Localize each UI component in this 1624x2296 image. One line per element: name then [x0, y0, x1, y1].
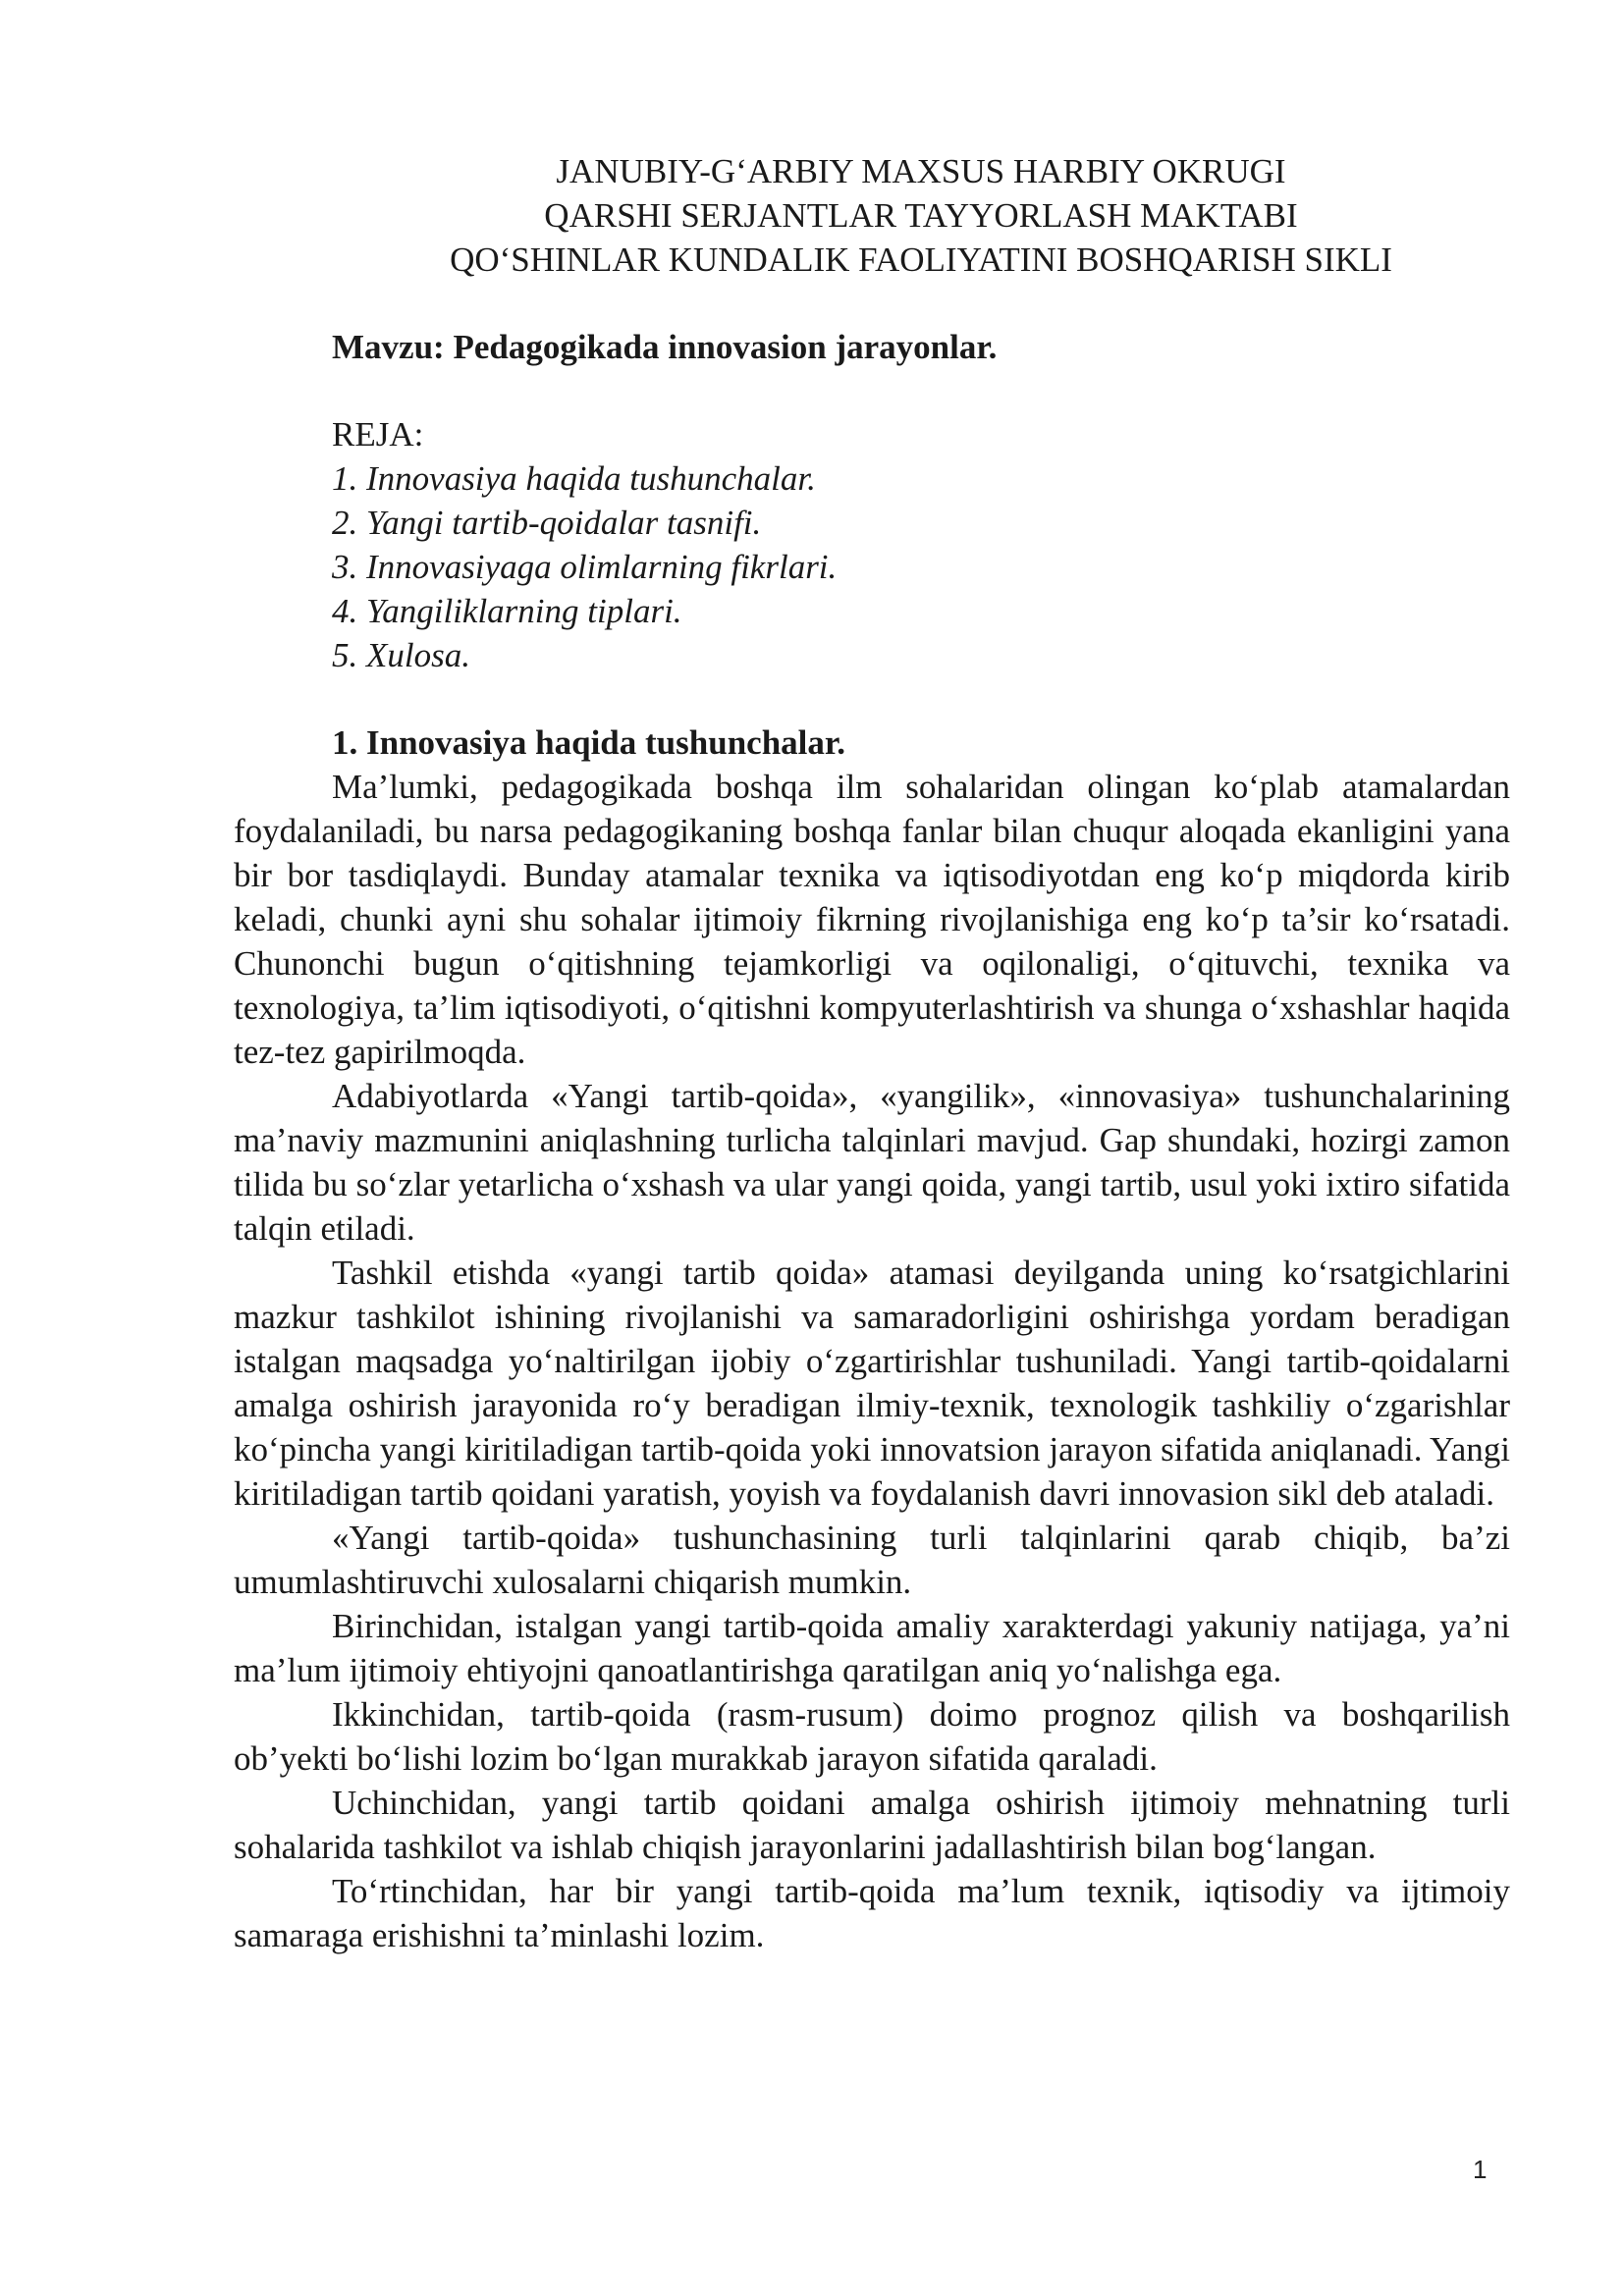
document-page [234, 149, 1510, 1957]
plan-item: 5. Xulosa. [332, 636, 470, 674]
page-number: 1 [1473, 2155, 1488, 2184]
paragraph: Tashkil etishda «yangi tartib qoida» atamasi deyilganda uning ko‘rsatgichlarini mazkur tashkilot ishining rivojlanishi va samaradorligini oshirishga yordam beradigan istalgan maqsadga yo‘naltirilgan ijobiy o‘zgartirishlar tushuniladi. Yangi tartib-qoidalarni amalga oshirish jarayonida ro‘y beradigan ilmiy-texnik, texnologik tashkiliy o‘zgarishlar ko‘pincha yangi kiritiladigan tartib-qoida yoki innovatsion jarayon sifatida aniqlanadi. Yangi kiritiladigan tartib qoidani yaratish, yoyish va foydalanish davri innovasion sikl deb ataladi. [234, 1254, 1510, 1513]
header-line-1: JANUBIY-G‘ARBIY MAXSUS HARBIY OKRUGI [556, 152, 1286, 190]
header-line-2: QARSHI SERJANTLAR TAYYORLASH MAKTABI [544, 196, 1298, 235]
plan-title: REJA: [332, 415, 424, 454]
topic-title: Mavzu: Pedagogikada innovasion jarayonlar. [332, 328, 998, 366]
paragraph: Birinchidan, istalgan yangi tartib-qoida amaliy xarakterdagi yakuniy natijaga, ya’ni ma’lum ijtimoiy ehtiyojni qanoatlantirishga qaratilgan aniq yo‘nalishga ega. [234, 1607, 1510, 1689]
paragraph: Ikkinchidan, tartib-qoida (rasm-rusum) doimo prognoz qilish va boshqarilish ob’yekti bo‘lishi lozim bo‘lgan murakkab jarayon sifatida qaraladi. [234, 1695, 1510, 1778]
paragraph: «Yangi tartib-qoida» tushunchasining turli talqinlarini qarab chiqib, ba’zi umumlashtiruvchi xulosalarni chiqarish mumkin. [234, 1519, 1510, 1601]
paragraph: Adabiyotlarda «Yangi tartib-qoida», «yangilik», «innovasiya» tushunchalarining ma’naviy mazmunini aniqlashning turlicha talqinlari mavjud. Gap shundaki, hozirgi zamon tilida bu so‘zlar yetarlicha o‘xshash va ular yangi qoida, yangi tartib, usul yoki ixtiro sifatida talqin etiladi. [234, 1077, 1510, 1248]
paragraph: Ma’lumki, pedagogikada boshqa ilm sohalaridan olingan ko‘plab atamalardan foydalaniladi, bu narsa pedagogikaning boshqa fanlar bilan chuqur aloqada ekanligini yana bir bor tasdiqlaydi. Bunday atamalar texnika va iqtisodiyotdan eng ko‘p miqdorda kirib keladi, chunki ayni shu sohalar ijtimoiy fikrning rivojlanishiga eng ko‘p ta’sir ko‘rsatadi. Chunonchi bugun o‘qitishning tejamkorligi va oqilonaligi, o‘qituvchi, texnika va texnologiya, ta’lim iqtisodiyoti, o‘qitishni kompyuterlashtirish va shunga o‘xshashlar haqida tez-tez gapirilmoqda. [234, 768, 1510, 1071]
section-title: 1. Innovasiya haqida tushunchalar. [332, 723, 845, 762]
plan-item: 1. Innovasiya haqida tushunchalar. [332, 459, 816, 498]
paragraph: Uchinchidan, yangi tartib qoidani amalga oshirish ijtimoiy mehnatning turli sohalarida tashkilot va ishlab chiqish jarayonlarini jadallashtirish bilan bog‘langan. [234, 1784, 1510, 1866]
document-header [332, 149, 1510, 282]
paragraph: To‘rtinchidan, har bir yangi tartib-qoida ma’lum texnik, iqtisodiy va ijtimoiy samaraga erishishni ta’minlashi lozim. [234, 1872, 1510, 1954]
plan-item: 3. Innovasiyaga olimlarning fikrlari. [332, 548, 838, 586]
plan-item: 2. Yangi tartib-qoidalar tasnifi. [332, 504, 762, 542]
plan-item: 4. Yangiliklarning tiplari. [332, 592, 682, 630]
plan-list [234, 412, 1510, 677]
header-line-3: QO‘SHINLAR KUNDALIK FAOLIYATINI BOSHQARISH SIKLI [450, 240, 1392, 279]
